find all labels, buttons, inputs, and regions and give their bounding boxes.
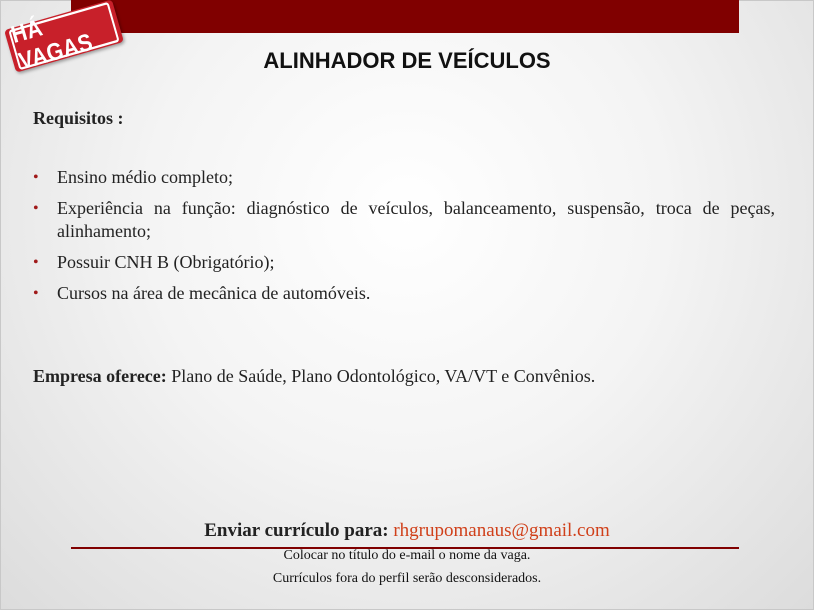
requirement-text: Cursos na área de mecânica de automóveis. [57, 283, 371, 303]
send-resume-line [0, 520, 814, 542]
requirements-heading: Requisitos : [33, 108, 124, 128]
requirement-text: Possuir CNH B (Obrigatório); [57, 252, 275, 272]
offer-label: Empresa oferece: [33, 366, 167, 386]
bullet-dot-icon: • [33, 285, 39, 302]
footer-note-title: Colocar no título do e-mail o nome da vaga. [283, 548, 531, 563]
contact-email[interactable]: rhgrupomanaus@gmail.com [393, 520, 610, 541]
list-item [33, 251, 775, 274]
bullet-dot-icon: • [33, 200, 39, 217]
list-item [33, 197, 775, 243]
bullet-dot-icon: • [33, 169, 39, 186]
company-offer [33, 366, 595, 387]
job-title: ALINHADOR DE VEÍCULOS [263, 48, 551, 73]
list-item [33, 282, 775, 305]
requirement-text: Experiência na função: diagnóstico de veículos, balanceamento, suspensão, troca de peças, alinhamento; [57, 198, 775, 241]
list-item [33, 166, 775, 189]
footer-note-profile: Currículos fora do perfil serão desconsiderados. [272, 571, 542, 586]
requirements-list [33, 166, 775, 313]
send-label: Enviar currículo para: [204, 520, 389, 541]
badge-label: HÁ VAGAS [8, 2, 119, 70]
bullet-dot-icon: • [33, 254, 39, 271]
requirement-text: Ensino médio completo; [57, 167, 233, 187]
offer-text: Plano de Saúde, Plano Odontológico, VA/VT e Convênios. [166, 366, 596, 386]
top-banner-bar [71, 0, 739, 33]
